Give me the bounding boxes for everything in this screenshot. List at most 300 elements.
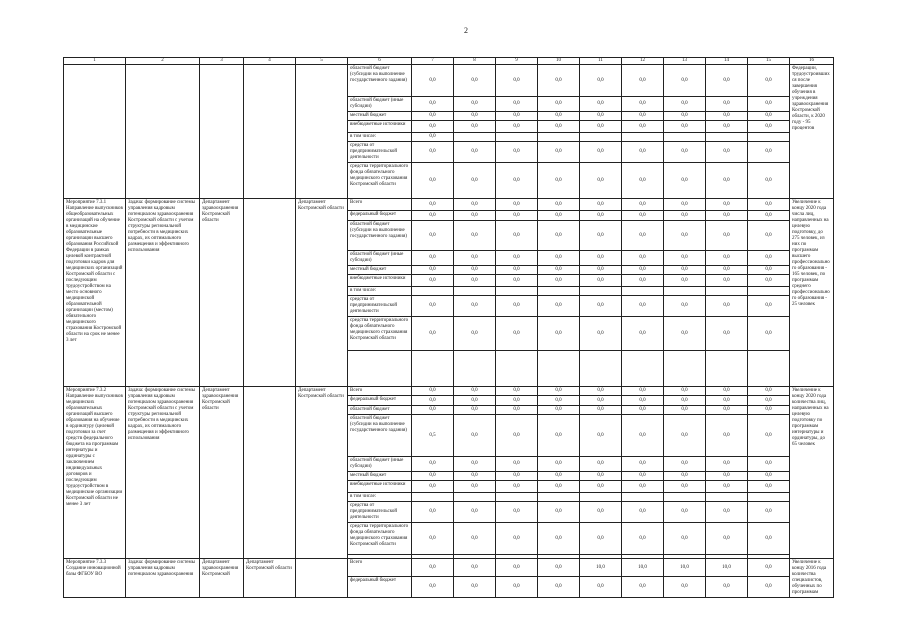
value-cell: 0,0 xyxy=(538,266,580,275)
value-cell: 0,0 xyxy=(706,142,748,163)
value-cell: 0,0 xyxy=(622,112,664,121)
source-label: Всего xyxy=(348,559,412,577)
value-cell: 0,0 xyxy=(496,142,538,163)
value-cell: 0,0 xyxy=(454,577,496,598)
area-cell xyxy=(296,65,348,199)
source-label: внебюджетные источники xyxy=(348,481,412,493)
value-cell: 0,0 xyxy=(454,65,496,97)
value-cell: 0,0 xyxy=(454,275,496,287)
value-cell: 0,0 xyxy=(412,481,454,493)
value-cell: 0,0 xyxy=(664,457,706,472)
value-cell: 0,0 xyxy=(622,406,664,415)
col-header: 6 xyxy=(348,58,412,65)
value-cell: 0,0 xyxy=(706,296,748,317)
value-cell: 0,0 xyxy=(412,266,454,275)
value-cell: 0,0 xyxy=(496,415,538,457)
task-cell xyxy=(126,65,200,199)
value-cell: 0,0 xyxy=(580,523,622,555)
value-cell: 0,0 xyxy=(622,387,664,396)
value-cell: 0,0 xyxy=(454,481,496,493)
period-cell xyxy=(244,65,296,199)
value-cell: 10,0 xyxy=(706,559,748,577)
value-cell: 0,0 xyxy=(664,112,706,121)
value-cell: 0,0 xyxy=(664,481,706,493)
value-cell: 10,0 xyxy=(664,559,706,577)
value-cell: 0,0 xyxy=(454,406,496,415)
value-cell: 0,0 xyxy=(580,317,622,351)
col-header: 10 xyxy=(538,58,580,65)
source-label: средства территориального фонда обязательного медицинского страхования Костромской области xyxy=(348,317,412,351)
source-label: федеральный бюджет xyxy=(348,396,412,406)
value-cell: 0,0 xyxy=(622,142,664,163)
value-cell: 0,0 xyxy=(622,163,664,199)
value-cell: 0,0 xyxy=(580,266,622,275)
page-mark: 2 xyxy=(464,26,468,35)
value-cell: 0,0 xyxy=(538,396,580,406)
value-cell: 0,0 xyxy=(454,387,496,396)
value-cell: 0,0 xyxy=(748,142,790,163)
column-number-row xyxy=(64,58,834,65)
value-cell: 0,0 xyxy=(454,142,496,163)
value-cell: 0,0 xyxy=(538,142,580,163)
source-label: местный бюджет xyxy=(348,266,412,275)
value-cell: 0,0 xyxy=(496,221,538,251)
col-header: 3 xyxy=(200,58,244,65)
result-cell: Увеличение к концу 2020 года количества лиц, направленных на целевую подготовку по программам интернатуры и ординатуры, до 65 человек xyxy=(790,387,834,559)
value-cell: 0,0 xyxy=(622,121,664,133)
value-cell: 0,0 xyxy=(748,387,790,396)
value-cell: 0,0 xyxy=(748,317,790,351)
value-cell: 0,0 xyxy=(454,472,496,481)
value-cell: 0,0 xyxy=(538,502,580,523)
value-cell: 0,0 xyxy=(580,577,622,598)
value-cell: 0,0 xyxy=(748,221,790,251)
program-table xyxy=(63,57,834,598)
value-cell: 0,0 xyxy=(664,275,706,287)
value-cell: 0,0 xyxy=(412,457,454,472)
table-row xyxy=(64,559,834,577)
value-cell: 0,0 xyxy=(706,275,748,287)
result-cell: Федерации, трудоустроившихся после завершения обучения в учреждения здравоохранения Костромской области, к 2020 году - 95 процентов xyxy=(790,65,834,199)
value-cell: 0,0 xyxy=(580,296,622,317)
source-label: областной бюджет (иные субсидии) xyxy=(348,251,412,266)
value-cell: 0,0 xyxy=(748,396,790,406)
value-cell: 0,0 xyxy=(496,457,538,472)
value-cell: 0,0 xyxy=(706,406,748,415)
value-cell: 0,0 xyxy=(748,559,790,577)
col-header: 4 xyxy=(244,58,296,65)
value-cell: 0,0 xyxy=(538,406,580,415)
area-cell: Департамент Костромской области xyxy=(244,559,296,598)
value-cell: 0,0 xyxy=(412,472,454,481)
source-label: местный бюджет xyxy=(348,112,412,121)
col-header: 15 xyxy=(748,58,790,65)
value-cell: 0,0 xyxy=(412,577,454,598)
value-cell: 0,5 xyxy=(412,415,454,457)
source-label: Всего xyxy=(348,387,412,396)
value-cell: 0,0 xyxy=(538,457,580,472)
value-cell: 0,0 xyxy=(706,221,748,251)
value-cell: 0,0 xyxy=(454,415,496,457)
value-cell: 0,0 xyxy=(748,199,790,211)
value-cell: 0,0 xyxy=(706,112,748,121)
col-header: 1 xyxy=(64,58,126,65)
value-cell: 0,0 xyxy=(496,396,538,406)
value-cell: 0,0 xyxy=(496,251,538,266)
value-cell: 0,0 xyxy=(706,163,748,199)
value-cell: 0,0 xyxy=(538,121,580,133)
value-cell: 0,0 xyxy=(622,577,664,598)
measure-cell xyxy=(64,65,126,199)
value-cell: 0,0 xyxy=(538,112,580,121)
value-cell: 0,0 xyxy=(622,472,664,481)
value-cell: 0,0 xyxy=(496,65,538,97)
value-cell: 0,0 xyxy=(412,133,454,142)
value-cell: 0,0 xyxy=(496,559,538,577)
source-label: средства от предпринимательской деятельности xyxy=(348,502,412,523)
value-cell: 0,0 xyxy=(538,65,580,97)
source-label: внебюджетные источники xyxy=(348,275,412,287)
table-row xyxy=(64,65,834,97)
value-cell: 0,0 xyxy=(454,396,496,406)
value-cell: 0,0 xyxy=(706,502,748,523)
value-cell: 0,0 xyxy=(496,199,538,211)
value-cell: 0,0 xyxy=(580,65,622,97)
value-cell: 0,0 xyxy=(496,481,538,493)
source-label: областной бюджет xyxy=(348,406,412,415)
value-cell: 0,0 xyxy=(580,396,622,406)
value-cell: 0,0 xyxy=(538,275,580,287)
value-cell: 0,0 xyxy=(622,523,664,555)
value-cell: 0,0 xyxy=(412,296,454,317)
value-cell: 0,0 xyxy=(454,502,496,523)
value-cell: 0,0 xyxy=(622,266,664,275)
value-cell: 0,0 xyxy=(496,317,538,351)
value-cell: 0,0 xyxy=(538,317,580,351)
value-cell: 0,0 xyxy=(748,112,790,121)
value-cell: 0,0 xyxy=(538,199,580,211)
source-label: федеральный бюджет xyxy=(348,577,412,598)
value-cell: 0,0 xyxy=(538,523,580,555)
value-cell: 0,0 xyxy=(580,121,622,133)
value-cell: 0,0 xyxy=(748,502,790,523)
value-cell: 0,0 xyxy=(454,559,496,577)
result-cell: Увеличение к концу 2020 года числа лиц, направленных на целевую подготовку, до 275 человек, из них по программам высшего профессионального образования - 165 человек, по программам среднего профессионального образования - 25 человек xyxy=(790,199,834,387)
executor-cell: Департамент здравоохранения Костромской области xyxy=(200,199,244,387)
value-cell: 0,0 xyxy=(748,211,790,221)
value-cell: 0,0 xyxy=(454,97,496,112)
value-cell: 0,0 xyxy=(622,415,664,457)
value-cell: 0,0 xyxy=(496,296,538,317)
value-cell: 0,0 xyxy=(622,199,664,211)
source-label: средства от предпринимательской деятельности xyxy=(348,296,412,317)
value-cell: 0,0 xyxy=(664,121,706,133)
value-cell: 0,0 xyxy=(706,577,748,598)
task-cell: Задача: формирование системы управления кадровым потенциалом здравоохранения Костромской области с учетом структуры региональной потребности в медицинских кадрах, их оптимального размещения и эффективного использования xyxy=(126,199,200,387)
value-cell: 0,0 xyxy=(664,266,706,275)
value-cell: 0,0 xyxy=(664,317,706,351)
value-cell: 0,0 xyxy=(622,457,664,472)
value-cell: 0,0 xyxy=(706,121,748,133)
value-cell: 0,0 xyxy=(748,266,790,275)
value-cell: 0,0 xyxy=(622,317,664,351)
value-cell: 0,0 xyxy=(748,296,790,317)
value-cell: 0,0 xyxy=(538,481,580,493)
period-cell xyxy=(296,559,348,598)
value-cell: 0,0 xyxy=(454,251,496,266)
col-header: 14 xyxy=(706,58,748,65)
value-cell: 0,0 xyxy=(454,121,496,133)
value-cell: 0,0 xyxy=(496,121,538,133)
value-cell: 0,0 xyxy=(538,387,580,396)
value-cell: 0,0 xyxy=(622,481,664,493)
value-cell: 0,0 xyxy=(706,387,748,396)
value-cell: 0,0 xyxy=(706,472,748,481)
area-cell: Департамент Костромской области xyxy=(296,199,348,387)
value-cell: 0,0 xyxy=(622,296,664,317)
col-header: 7 xyxy=(412,58,454,65)
value-cell: 0,0 xyxy=(748,457,790,472)
value-cell: 0,0 xyxy=(580,387,622,396)
value-cell: 0,0 xyxy=(580,481,622,493)
source-label: областной бюджет (иные субсидии) xyxy=(348,97,412,112)
value-cell: 0,0 xyxy=(706,266,748,275)
value-cell: 0,0 xyxy=(664,211,706,221)
area-cell: Департамент Костромской области xyxy=(296,387,348,559)
value-cell: 0,0 xyxy=(412,65,454,97)
source-label: областной бюджет (субсидии на выполнение государственного задания) xyxy=(348,65,412,97)
value-cell: 0,0 xyxy=(580,97,622,112)
col-header: 5 xyxy=(296,58,348,65)
value-cell: 0,0 xyxy=(496,97,538,112)
value-cell: 0,0 xyxy=(664,199,706,211)
value-cell: 0,0 xyxy=(622,396,664,406)
value-cell: 0,0 xyxy=(622,251,664,266)
value-cell: 0,0 xyxy=(706,415,748,457)
value-cell: 0,0 xyxy=(580,457,622,472)
value-cell: 0,0 xyxy=(706,457,748,472)
period-cell xyxy=(244,199,296,387)
value-cell: 0,0 xyxy=(706,97,748,112)
value-cell: 0,0 xyxy=(622,502,664,523)
value-cell: 0,0 xyxy=(748,415,790,457)
value-cell: 0,0 xyxy=(664,163,706,199)
value-cell: 0,0 xyxy=(664,502,706,523)
value-cell: 0,0 xyxy=(622,65,664,97)
measure-cell: Мероприятие 7.3.2 Направление выпускников медицинских образовательных организаций высшего образования на обучение в ординатуру (целевой подготовки за счет средств федерального бюджета на программам интернатуры и ординатуры с заключением индивидуальных договоров и последующим трудоустройством в медицинские организации Костромской области не менее 3 лет xyxy=(64,387,126,559)
value-cell: 0,0 xyxy=(538,97,580,112)
source-label: средства территориального фонда обязательного медицинского страхования Костромской области xyxy=(348,163,412,199)
result-cell: Увеличение к концу 2016 года количества специалистов, обученных по программам xyxy=(790,559,834,598)
source-label: областной бюджет (иные субсидии) xyxy=(348,457,412,472)
value-cell: 0,0 xyxy=(454,296,496,317)
source-label: в том числе: xyxy=(348,287,412,296)
value-cell: 0,0 xyxy=(496,266,538,275)
value-cell: 0,0 xyxy=(496,112,538,121)
value-cell: 0,0 xyxy=(748,97,790,112)
value-cell: 0,0 xyxy=(454,211,496,221)
value-cell: 0,0 xyxy=(496,472,538,481)
value-cell: 0,0 xyxy=(664,472,706,481)
value-cell: 0,0 xyxy=(412,559,454,577)
value-cell: 0,0 xyxy=(748,523,790,555)
col-header: 8 xyxy=(454,58,496,65)
source-label: внебюджетные источники xyxy=(348,121,412,133)
value-cell: 0,0 xyxy=(664,142,706,163)
value-cell: 0,0 xyxy=(412,121,454,133)
task-cell: Задача: формирование системы управления кадровым потенциалом здравоохранения Костромской области с учетом структуры региональной потребности в медицинских кадрах, их оптимального размещения и эффективного использования xyxy=(126,387,200,559)
value-cell: 0,0 xyxy=(748,472,790,481)
value-cell: 0,0 xyxy=(412,221,454,251)
value-cell: 0,0 xyxy=(412,199,454,211)
executor-cell: Департамент здравоохранения Костромской xyxy=(200,559,244,598)
value-cell: 0,0 xyxy=(412,97,454,112)
value-cell: 0,0 xyxy=(412,211,454,221)
value-cell: 0,0 xyxy=(454,457,496,472)
value-cell: 0,0 xyxy=(412,112,454,121)
value-cell: 0,0 xyxy=(454,221,496,251)
value-cell: 0,0 xyxy=(664,65,706,97)
value-cell: 0,0 xyxy=(622,275,664,287)
value-cell: 0,0 xyxy=(748,65,790,97)
value-cell: 0,0 xyxy=(496,387,538,396)
value-cell: 0,0 xyxy=(706,211,748,221)
col-header: 12 xyxy=(622,58,664,65)
value-cell: 0,0 xyxy=(454,112,496,121)
value-cell: 0,0 xyxy=(454,163,496,199)
value-cell: 0,0 xyxy=(664,406,706,415)
value-cell: 0,0 xyxy=(580,199,622,211)
task-cell: Задача: формирование системы управления кадровым потенциалом здравоохранения xyxy=(126,559,200,598)
value-cell: 0,0 xyxy=(412,163,454,199)
value-cell: 0,0 xyxy=(664,387,706,396)
value-cell: 0,0 xyxy=(412,142,454,163)
value-cell: 0,0 xyxy=(538,559,580,577)
executor-cell xyxy=(200,65,244,199)
value-cell: 0,0 xyxy=(412,317,454,351)
source-label: Всего xyxy=(348,199,412,211)
value-cell: 0,0 xyxy=(706,523,748,555)
value-cell: 0,0 xyxy=(580,221,622,251)
value-cell: 0,0 xyxy=(454,199,496,211)
value-cell: 0,0 xyxy=(454,523,496,555)
value-cell: 0,0 xyxy=(412,523,454,555)
period-cell xyxy=(244,387,296,559)
value-cell: 0,0 xyxy=(664,396,706,406)
value-cell: 0,0 xyxy=(664,296,706,317)
value-cell: 0,0 xyxy=(412,406,454,415)
value-cell: 0,0 xyxy=(496,275,538,287)
value-cell: 0,0 xyxy=(538,251,580,266)
source-label: в том числе: xyxy=(348,493,412,502)
value-cell: 0,0 xyxy=(412,275,454,287)
value-cell: 10,0 xyxy=(622,559,664,577)
value-cell: 10,0 xyxy=(580,559,622,577)
table-row xyxy=(64,387,834,396)
value-cell: 0,0 xyxy=(748,406,790,415)
col-header: 16 xyxy=(790,58,834,65)
value-cell: 0,0 xyxy=(538,472,580,481)
source-label: местный бюджет xyxy=(348,472,412,481)
value-cell: 0,0 xyxy=(748,251,790,266)
col-header: 2 xyxy=(126,58,200,65)
value-cell: 0,0 xyxy=(580,472,622,481)
value-cell: 0,0 xyxy=(454,266,496,275)
measure-cell: Мероприятие 7.3.3 Создание инновационной базы ФГБОУ ВО xyxy=(64,559,126,598)
source-label: федеральный бюджет xyxy=(348,211,412,221)
value-cell: 0,0 xyxy=(664,97,706,112)
value-cell: 0,0 xyxy=(748,163,790,199)
table-row xyxy=(64,199,834,211)
col-header: 13 xyxy=(664,58,706,65)
value-cell: 0,0 xyxy=(664,221,706,251)
source-label: средства от предпринимательской деятельности xyxy=(348,142,412,163)
value-cell: 0,0 xyxy=(580,211,622,221)
value-cell: 0,0 xyxy=(706,199,748,211)
value-cell: 0,0 xyxy=(538,221,580,251)
value-cell: 0,0 xyxy=(496,577,538,598)
value-cell: 0,0 xyxy=(412,502,454,523)
value-cell: 0,0 xyxy=(580,406,622,415)
value-cell: 0,0 xyxy=(496,211,538,221)
executor-cell: Департамент здравоохранения Костромской области xyxy=(200,387,244,559)
value-cell: 0,0 xyxy=(496,163,538,199)
value-cell: 0,0 xyxy=(664,523,706,555)
value-cell: 0,0 xyxy=(538,163,580,199)
source-label: средства территориального фонда обязательного медицинского страхования Костромской области xyxy=(348,523,412,555)
value-cell: 0,0 xyxy=(622,221,664,251)
value-cell: 0,0 xyxy=(706,317,748,351)
measure-cell: Мероприятие 7.3.1 Направление выпускников общеобразовательных организаций на обучение в медицинские образовательные организации высшего образования Российской Федерации в рамках целевой контрактной подготовки кадров для медицинских организаций Костромской области с последующим трудоустройством на место основного медицинской образовательной организации (местом) обязательного медицинского страхования Костромской области на срок не менее 3 лет xyxy=(64,199,126,387)
value-cell: 0,0 xyxy=(412,251,454,266)
value-cell: 0,0 xyxy=(538,296,580,317)
value-cell: 0,0 xyxy=(496,406,538,415)
value-cell: 0,0 xyxy=(580,415,622,457)
col-header: 11 xyxy=(580,58,622,65)
value-cell: 0,0 xyxy=(706,251,748,266)
col-header: 9 xyxy=(496,58,538,65)
source-label: областной бюджет (субсидии на выполнение государственного задания) xyxy=(348,415,412,457)
value-cell: 0,0 xyxy=(706,481,748,493)
value-cell: 0,0 xyxy=(748,577,790,598)
value-cell: 0,0 xyxy=(664,251,706,266)
value-cell: 0,0 xyxy=(538,415,580,457)
value-cell: 0,0 xyxy=(496,502,538,523)
value-cell: 0,0 xyxy=(580,142,622,163)
value-cell: 0,0 xyxy=(664,577,706,598)
value-cell: 0,0 xyxy=(748,121,790,133)
value-cell: 0,0 xyxy=(748,481,790,493)
value-cell: 0,0 xyxy=(748,275,790,287)
value-cell: 0,0 xyxy=(580,112,622,121)
value-cell: 0,0 xyxy=(538,577,580,598)
value-cell: 0,0 xyxy=(580,251,622,266)
value-cell: 0,0 xyxy=(622,211,664,221)
value-cell: 0,0 xyxy=(706,396,748,406)
value-cell: 0,0 xyxy=(412,387,454,396)
value-cell: 0,0 xyxy=(664,415,706,457)
source-label: областной бюджет (субсидии на выполнение государственного задания) xyxy=(348,221,412,251)
value-cell: 0,0 xyxy=(412,396,454,406)
value-cell: 0,0 xyxy=(580,163,622,199)
value-cell: 0,0 xyxy=(580,275,622,287)
source-label: в том числе: xyxy=(348,133,412,142)
value-cell: 0,0 xyxy=(706,65,748,97)
value-cell: 0,0 xyxy=(580,502,622,523)
value-cell: 0,0 xyxy=(454,317,496,351)
value-cell: 0,0 xyxy=(496,523,538,555)
value-cell: 0,0 xyxy=(622,97,664,112)
